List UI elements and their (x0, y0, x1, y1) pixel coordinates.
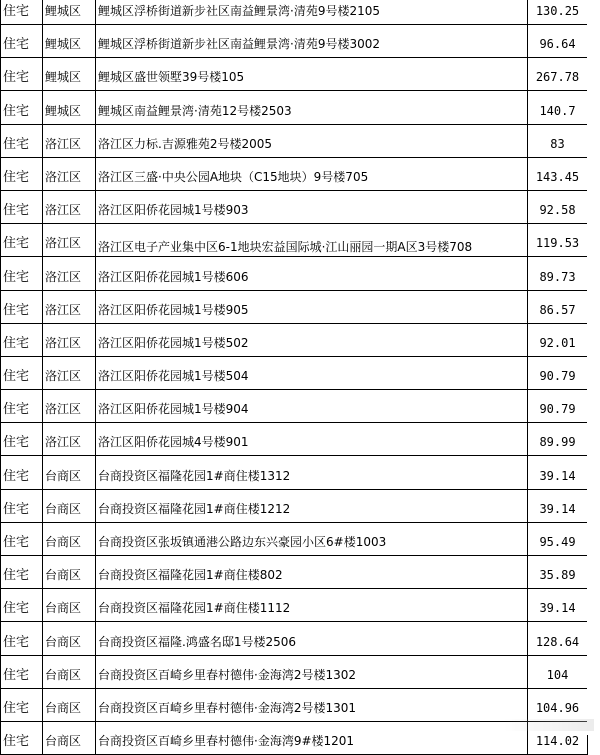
type-cell: 住宅 (1, 655, 43, 688)
address-cell: 洛江区力标.吉源雅苑2号楼2005 (96, 124, 528, 157)
district-cell: 洛江区 (43, 423, 96, 456)
address-cell: 台商投资区百崎乡里春村德伟·金海湾2号楼1302 (96, 655, 528, 688)
table-row (1, 489, 588, 522)
type-cell: 住宅 (1, 721, 43, 754)
area-cell: 119.53 (528, 224, 588, 257)
area-cell: 95.49 (528, 522, 588, 555)
table-row (1, 124, 588, 157)
district-cell: 洛江区 (43, 224, 96, 257)
table-body (1, 0, 588, 755)
watermark (504, 719, 594, 731)
district-cell: 洛江区 (43, 290, 96, 323)
address-cell: 洛江区阳侨花园城1号楼903 (96, 190, 528, 223)
district-cell: 洛江区 (43, 124, 96, 157)
area-cell: 92.01 (528, 323, 588, 356)
area-cell: 104.96 (528, 688, 588, 721)
area-cell: 128.64 (528, 622, 588, 655)
type-cell: 住宅 (1, 25, 43, 58)
table-row (1, 622, 588, 655)
type-cell: 住宅 (1, 423, 43, 456)
address-cell: 台商投资区福隆花园1#商住楼1312 (96, 456, 528, 489)
type-cell: 住宅 (1, 323, 43, 356)
district-cell: 台商区 (43, 456, 96, 489)
district-cell: 鲤城区 (43, 58, 96, 91)
address-cell: 洛江区阳侨花园城4号楼901 (96, 423, 528, 456)
address-cell: 台商投资区百崎乡里春村德伟·金海湾2号楼1301 (96, 688, 528, 721)
address-cell: 台商投资区百崎乡里春村德伟·金海湾9#楼1201 (96, 721, 528, 754)
type-cell: 住宅 (1, 489, 43, 522)
district-cell: 台商区 (43, 556, 96, 589)
table-row (1, 522, 588, 555)
type-cell: 住宅 (1, 556, 43, 589)
table-row (1, 58, 588, 91)
district-cell: 洛江区 (43, 323, 96, 356)
right-margin (587, 0, 600, 735)
district-cell: 洛江区 (43, 257, 96, 290)
district-cell: 鲤城区 (43, 0, 96, 25)
area-cell: 89.73 (528, 257, 588, 290)
table-row (1, 290, 588, 323)
district-cell: 台商区 (43, 721, 96, 754)
address-cell: 洛江区阳侨花园城1号楼504 (96, 356, 528, 389)
district-cell: 台商区 (43, 655, 96, 688)
district-cell: 台商区 (43, 489, 96, 522)
table-row (1, 190, 588, 223)
district-cell: 洛江区 (43, 157, 96, 190)
address-cell: 鲤城区浮桥街道新步社区南益鲤景湾·清苑9号楼3002 (96, 25, 528, 58)
area-cell: 83 (528, 124, 588, 157)
area-cell: 39.14 (528, 456, 588, 489)
address-cell: 洛江区阳侨花园城1号楼904 (96, 390, 528, 423)
type-cell: 住宅 (1, 124, 43, 157)
address-cell: 鲤城区盛世领墅39号楼105 (96, 58, 528, 91)
area-cell: 86.57 (528, 290, 588, 323)
address-cell: 鲤城区南益鲤景湾·清苑12号楼2503 (96, 91, 528, 124)
table-row (1, 323, 588, 356)
table-row (1, 157, 588, 190)
table-row (1, 356, 588, 389)
table-row (1, 556, 588, 589)
address-cell: 鲤城区浮桥街道新步社区南益鲤景湾·清苑9号楼2105 (96, 0, 528, 25)
district-cell: 台商区 (43, 522, 96, 555)
type-cell: 住宅 (1, 257, 43, 290)
type-cell: 住宅 (1, 0, 43, 25)
area-cell: 39.14 (528, 489, 588, 522)
area-cell: 96.64 (528, 25, 588, 58)
area-cell: 114.02 (528, 721, 588, 754)
table-row (1, 688, 588, 721)
type-cell: 住宅 (1, 91, 43, 124)
area-cell: 90.79 (528, 356, 588, 389)
district-cell: 洛江区 (43, 356, 96, 389)
table-row (1, 25, 588, 58)
type-cell: 住宅 (1, 688, 43, 721)
address-cell: 台商投资区福隆花园1#商住楼1112 (96, 589, 528, 622)
district-cell: 台商区 (43, 589, 96, 622)
table-row (1, 423, 588, 456)
area-cell: 92.58 (528, 190, 588, 223)
district-cell: 鲤城区 (43, 25, 96, 58)
table-row (1, 257, 588, 290)
type-cell: 住宅 (1, 356, 43, 389)
area-cell: 35.89 (528, 556, 588, 589)
district-cell: 台商区 (43, 622, 96, 655)
district-cell: 洛江区 (43, 190, 96, 223)
area-cell: 90.79 (528, 390, 588, 423)
area-cell: 104 (528, 655, 588, 688)
table-row (1, 224, 588, 257)
type-cell: 住宅 (1, 157, 43, 190)
table-row (1, 721, 588, 754)
address-cell: 洛江区阳侨花园城1号楼502 (96, 323, 528, 356)
district-cell: 洛江区 (43, 390, 96, 423)
address-cell: 台商投资区福隆花园1#商住楼1212 (96, 489, 528, 522)
address-cell: 台商投资区福隆花园1#商住楼802 (96, 556, 528, 589)
area-cell: 143.45 (528, 157, 588, 190)
table-row (1, 91, 588, 124)
district-cell: 台商区 (43, 688, 96, 721)
address-cell: 洛江区三盛·中央公园A地块（C15地块）9号楼705 (96, 157, 528, 190)
address-cell: 洛江区阳侨花园城1号楼905 (96, 290, 528, 323)
type-cell: 住宅 (1, 190, 43, 223)
type-cell: 住宅 (1, 522, 43, 555)
type-cell: 住宅 (1, 390, 43, 423)
area-cell: 89.99 (528, 423, 588, 456)
table-row (1, 589, 588, 622)
type-cell: 住宅 (1, 290, 43, 323)
district-cell: 鲤城区 (43, 91, 96, 124)
table-row (1, 655, 588, 688)
type-cell: 住宅 (1, 589, 43, 622)
area-cell: 39.14 (528, 589, 588, 622)
type-cell: 住宅 (1, 58, 43, 91)
area-cell: 140.7 (528, 91, 588, 124)
area-cell: 130.25 (528, 0, 588, 25)
address-cell: 台商投资区张坂镇通港公路边东兴豪园小区6#楼1003 (96, 522, 528, 555)
area-cell: 267.78 (528, 58, 588, 91)
type-cell: 住宅 (1, 456, 43, 489)
address-cell: 台商投资区福隆.鸿盛名邸1号楼2506 (96, 622, 528, 655)
table-row (1, 0, 588, 25)
table-row (1, 456, 588, 489)
address-cell: 洛江区阳侨花园城1号楼606 (96, 257, 528, 290)
table-row (1, 390, 588, 423)
type-cell: 住宅 (1, 622, 43, 655)
type-cell: 住宅 (1, 224, 43, 257)
address-cell: 洛江区电子产业集中区6-1地块宏益国际城·江山丽园一期A区3号楼708 (96, 224, 528, 257)
